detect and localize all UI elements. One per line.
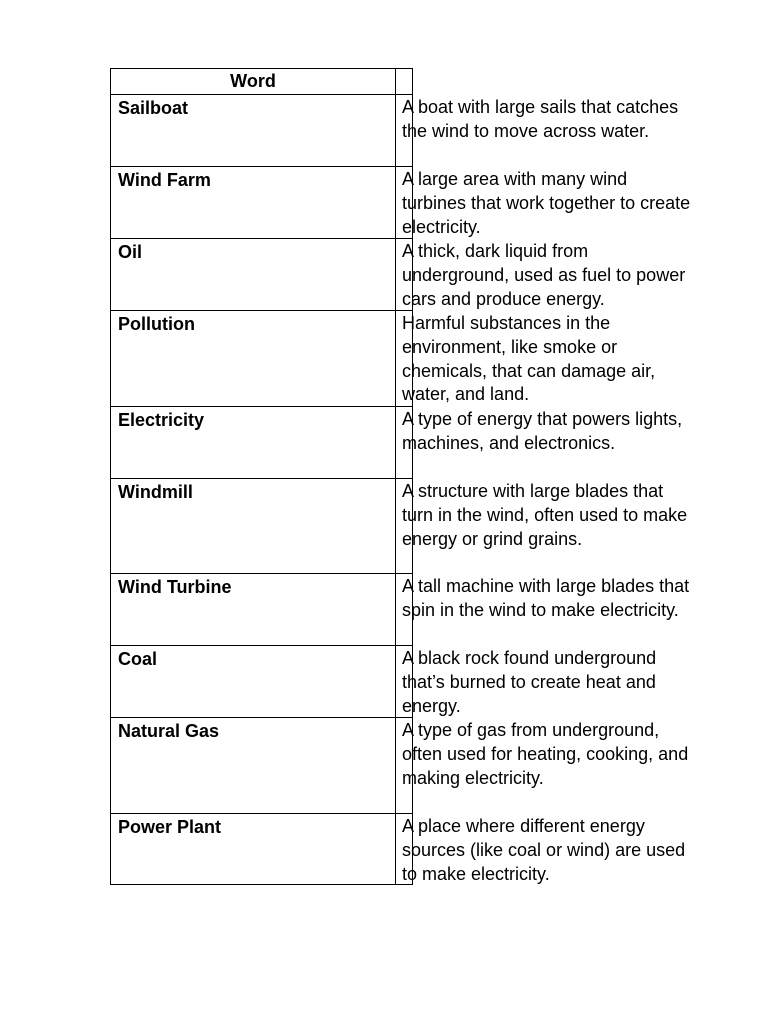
definition-cell xyxy=(396,646,657,718)
word-cell: Coal xyxy=(111,646,396,718)
definition-cell xyxy=(396,574,690,646)
definition-text: A type of gas from underground, often used for heating, cooking, and making electricity. xyxy=(402,720,689,788)
definition-text: A structure with large blades that turn in the wind, often used to make energy or grind grains. xyxy=(402,481,688,549)
definition-cell xyxy=(396,479,688,574)
table-row xyxy=(111,167,413,239)
definition-text: A tall machine with large blades that spin in the wind to make electricity. xyxy=(402,576,690,620)
word-cell: Wind Farm xyxy=(111,167,396,239)
word-cell: Wind Turbine xyxy=(111,574,396,646)
word-cell: Sailboat xyxy=(111,95,396,167)
table-row xyxy=(111,479,413,574)
word-cell: Pollution xyxy=(111,311,396,407)
definition-cell xyxy=(396,407,683,479)
definition-text: A large area with many wind turbines that work together to create electricity. xyxy=(402,169,691,237)
definition-cell xyxy=(396,718,689,814)
definition-cell xyxy=(396,167,691,239)
table-row xyxy=(111,239,413,311)
vocabulary-table xyxy=(110,68,691,885)
definition-text: A type of energy that powers lights, machines, and electronics. xyxy=(402,409,683,453)
definition-text: A thick, dark liquid from underground, used as fuel to power cars and produce energy. xyxy=(402,241,686,309)
definition-text: Harmful substances in the environment, like smoke or chemicals, that can damage air, water, and land. xyxy=(402,313,656,405)
word-cell: Electricity xyxy=(111,407,396,479)
table-row xyxy=(111,574,413,646)
table-row xyxy=(111,814,413,885)
table-row xyxy=(111,646,413,718)
header-word: Word xyxy=(111,69,396,95)
definition-cell xyxy=(396,239,686,311)
definition-cell xyxy=(396,814,686,885)
word-cell: Windmill xyxy=(111,479,396,574)
definition-text: A place where different energy sources (like coal or wind) are used to make electricity. xyxy=(402,816,686,884)
word-cell: Power Plant xyxy=(111,814,396,885)
table-header-row xyxy=(111,69,413,95)
table-row xyxy=(111,718,413,814)
definition-text: A black rock found underground that’s burned to create heat and energy. xyxy=(402,648,657,716)
table-row xyxy=(111,95,413,167)
header-definition xyxy=(396,69,413,95)
definition-text: A boat with large sails that catches the wind to move across water. xyxy=(402,97,679,141)
word-cell: Natural Gas xyxy=(111,718,396,814)
definition-cell xyxy=(396,311,656,407)
definition-cell xyxy=(396,95,679,167)
table-row xyxy=(111,407,413,479)
word-cell: Oil xyxy=(111,239,396,311)
table-row xyxy=(111,311,413,407)
